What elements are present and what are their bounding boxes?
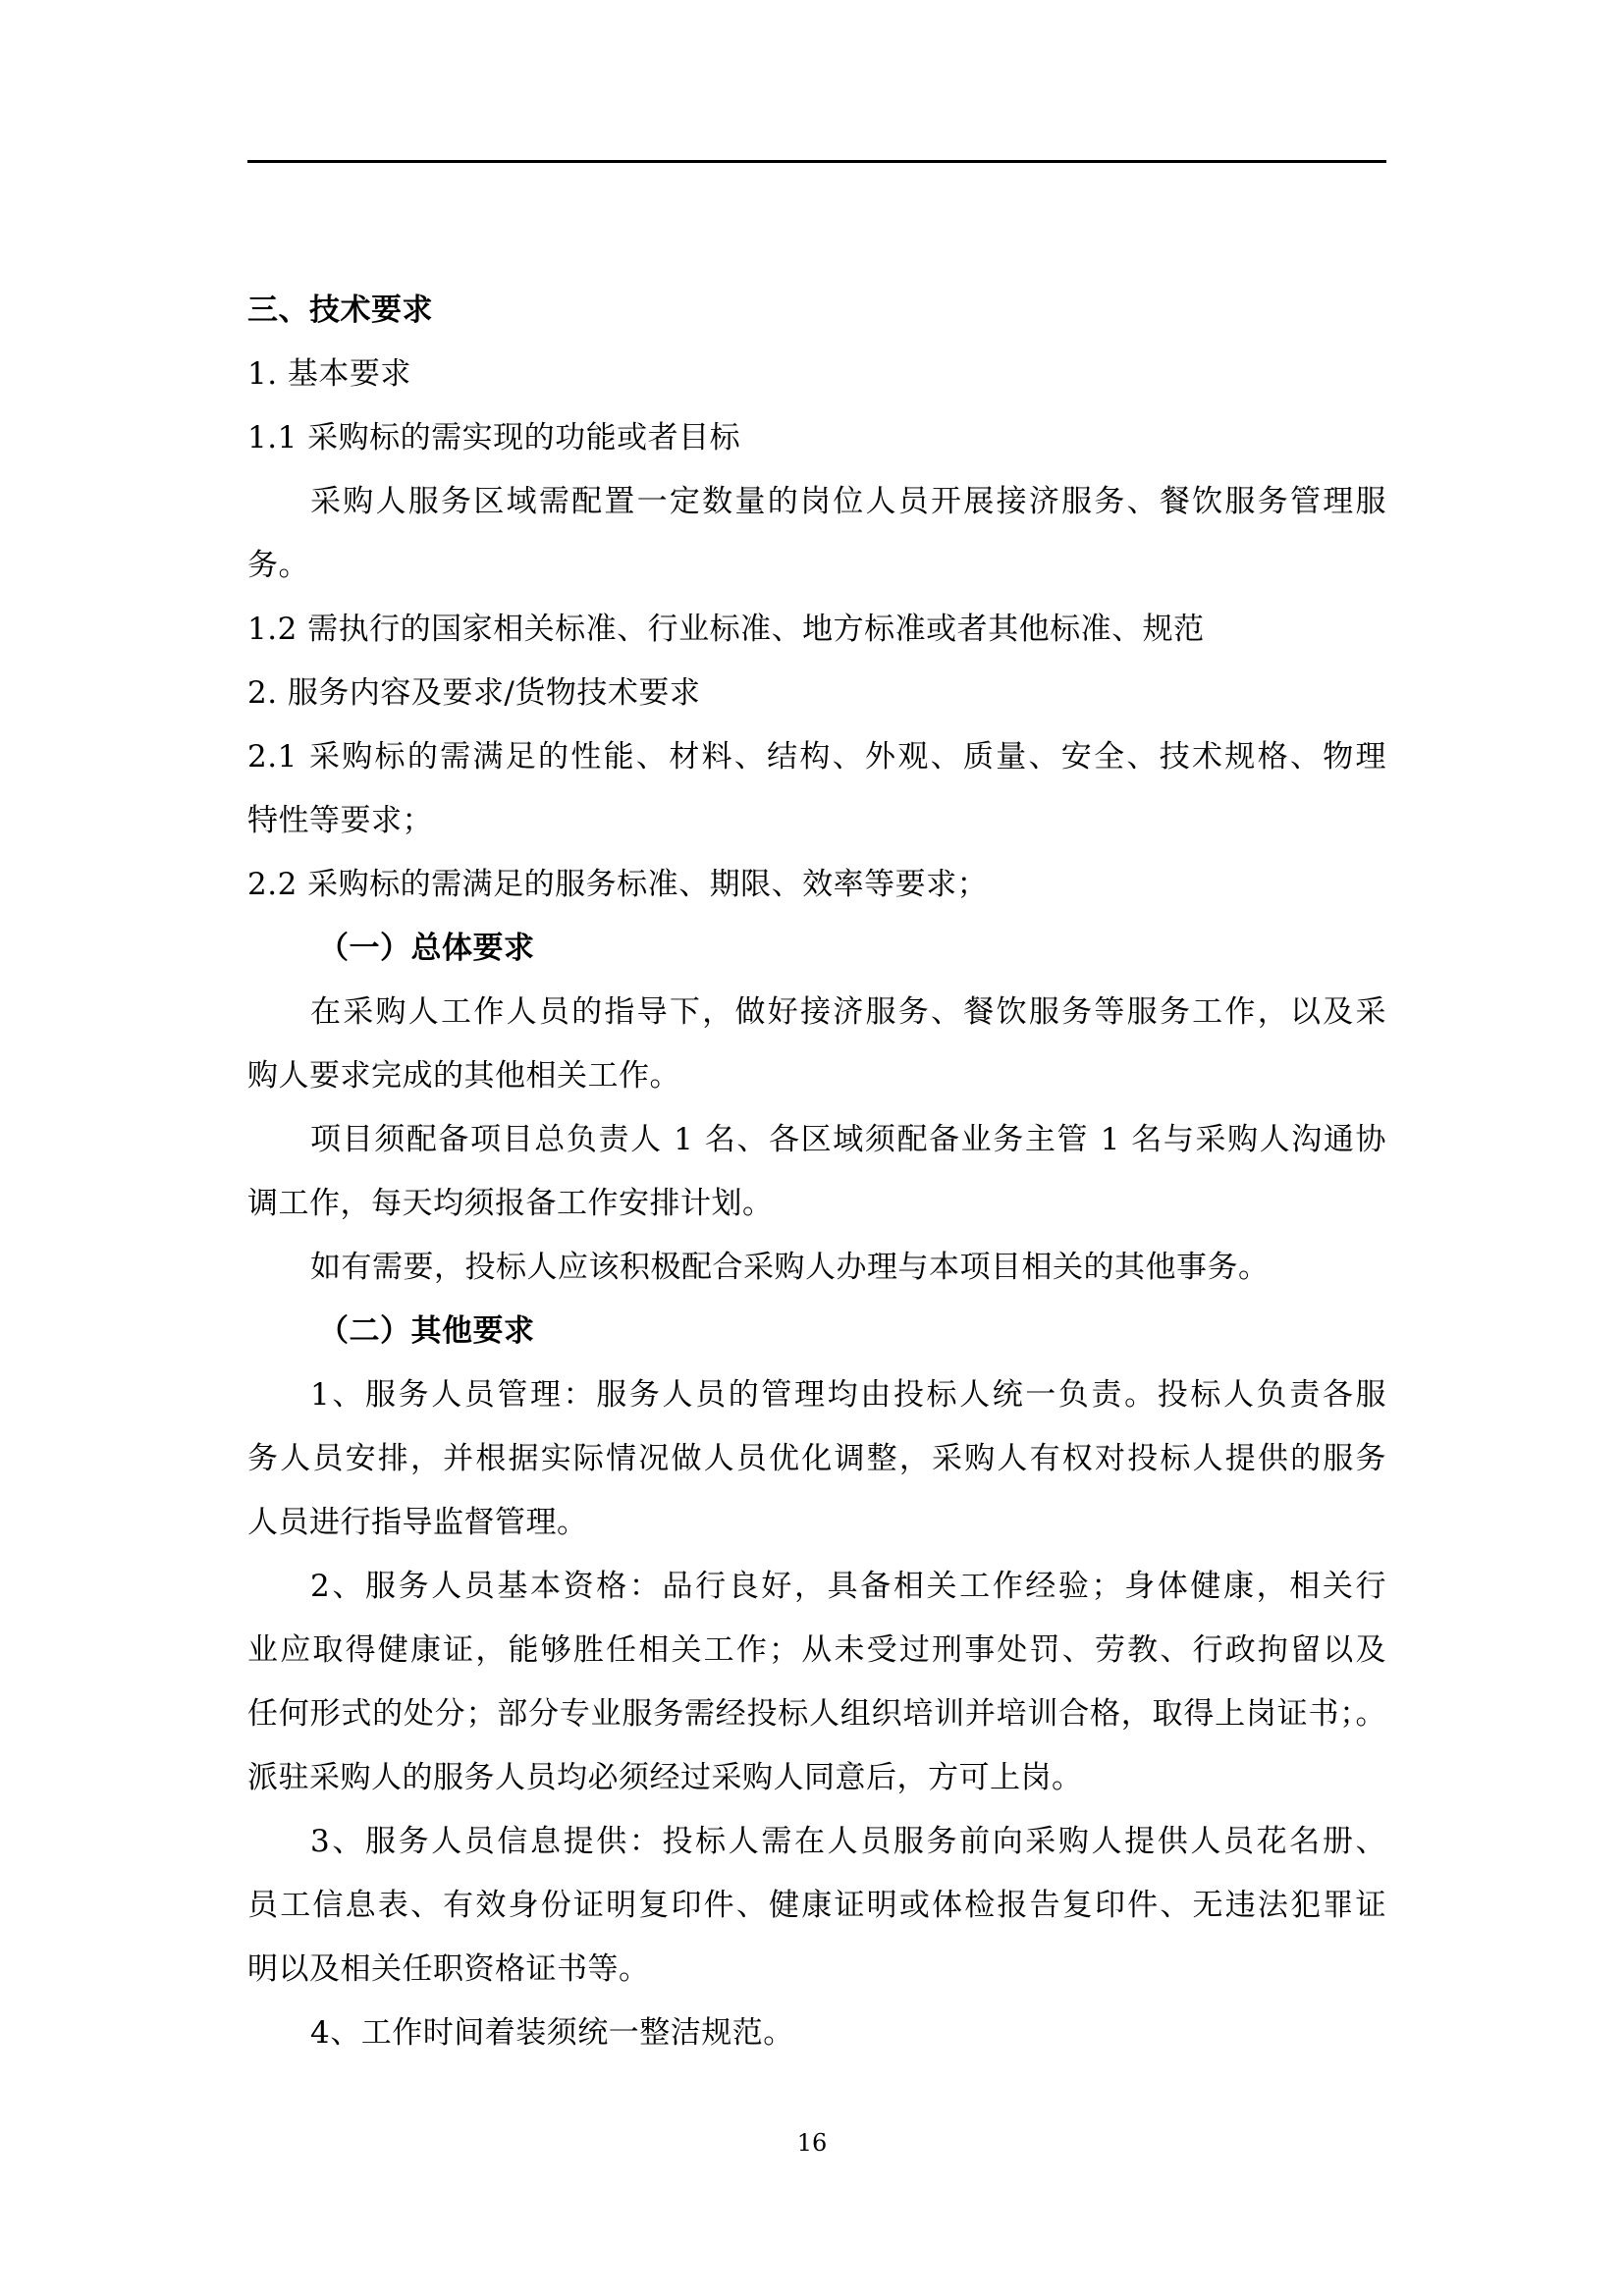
paragraph-line: 人员进行指导监督管理。 [247, 1505, 588, 1540]
paragraph-line: 员工信息表、有效身份证明复印件、健康证明或体检报告复印件、无违法犯罪证 [247, 1888, 1386, 1923]
paragraph-line: 业应取得健康证，能够胜任相关工作；从未受过刑事处罚、劳教、行政拘留以及 [247, 1632, 1386, 1668]
paragraph-line: 2.2 采购标的需满足的服务标准、期限、效率等要求； [247, 867, 989, 902]
subheading: 2. 服务内容及要求/货物技术要求 [247, 675, 701, 711]
paragraph-line: 2.1 采购标的需满足的性能、材料、结构、外观、质量、安全、技术规格、物理 [247, 739, 1386, 774]
subheading: 1.2 需执行的国家相关标准、行业标准、地方标准或者其他标准、规范 [247, 612, 1205, 647]
paragraph-line: 2、服务人员基本资格：品行良好，具备相关工作经验；身体健康，相关行 [310, 1569, 1386, 1604]
subsection-heading: （一）总体要求 [318, 931, 535, 966]
subheading: 1. 基本要求 [247, 356, 411, 392]
paragraph-line: 特性等要求； [247, 803, 433, 838]
section-heading: 三、技术要求 [247, 293, 433, 328]
paragraph-line: 如有需要，投标人应该积极配合采购人办理与本项目相关的其他事务。 [310, 1250, 1270, 1285]
paragraph-line: 项目须配备项目总负责人 1 名、各区域须配备业务主管 1 名与采购人沟通协 [310, 1122, 1386, 1157]
paragraph-line: 1、服务人员管理：服务人员的管理均由投标人统一负责。投标人负责各服 [310, 1377, 1386, 1413]
subheading: 1.1 采购标的需实现的功能或者目标 [247, 420, 741, 455]
page-number: 16 [796, 2129, 828, 2157]
paragraph-line: 调工作，每天均须报备工作安排计划。 [247, 1186, 774, 1221]
paragraph-line: 务人员安排，并根据实际情况做人员优化调整，采购人有权对投标人提供的服务 [247, 1441, 1386, 1476]
paragraph-line: 4、工作时间着装须统一整洁规范。 [310, 2015, 794, 2051]
paragraph-line: 购人要求完成的其他相关工作。 [247, 1058, 680, 1094]
document-body [247, 279, 1386, 2065]
paragraph-line: 任何形式的处分；部分专业服务需经投标人组织培训并培训合格，取得上岗证书；。 [247, 1696, 1386, 1732]
header-rule [247, 160, 1386, 163]
paragraph-line: 3、服务人员信息提供：投标人需在人员服务前向采购人提供人员花名册、 [310, 1824, 1386, 1859]
paragraph-line: 采购人服务区域需配置一定数量的岗位人员开展接济服务、餐饮服务管理服 [310, 484, 1386, 519]
paragraph-line: 在采购人工作人员的指导下，做好接济服务、餐饮服务等服务工作，以及采 [310, 994, 1386, 1030]
paragraph-line: 明以及相关任职资格证书等。 [247, 1951, 650, 1987]
paragraph-line: 务。 [247, 548, 309, 583]
paragraph-line: 派驻采购人的服务人员均必须经过采购人同意后，方可上岗。 [247, 1760, 1083, 1795]
subsection-heading: （二）其他要求 [318, 1313, 535, 1349]
